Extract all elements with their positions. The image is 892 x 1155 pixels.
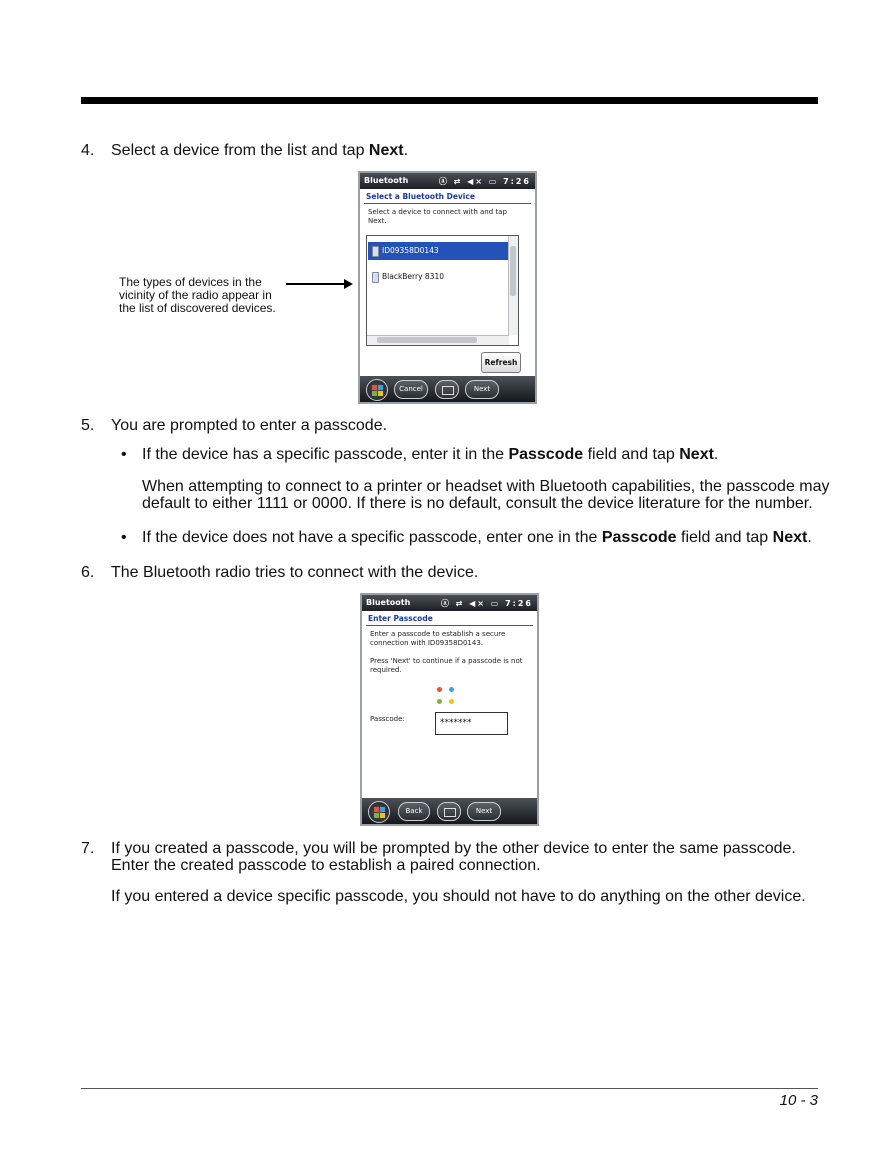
bullet-1-note-line2: default to either 1111 or 0000. If there is no default, consult the device literature for the number. bbox=[142, 495, 813, 512]
screen1-titlebar bbox=[360, 173, 535, 189]
footer-rule bbox=[81, 1088, 818, 1089]
cancel-button[interactable]: Cancel bbox=[394, 380, 428, 399]
callout-arrow bbox=[286, 283, 346, 285]
bullet-1-note-line1: When attempting to connect to a printer or headset with Bluetooth capabilities, the passcode may bbox=[142, 478, 830, 495]
step-4-text bbox=[111, 142, 408, 159]
refresh-button[interactable]: Refresh bbox=[481, 352, 521, 373]
arrow-right-icon bbox=[344, 279, 353, 289]
bullet-2-mid: field and tap bbox=[676, 529, 773, 546]
bullet-2-text bbox=[142, 529, 812, 546]
bullet-2-post: . bbox=[807, 529, 812, 546]
header-rule bbox=[81, 97, 818, 104]
step-5-text: You are prompted to enter a passcode. bbox=[111, 417, 388, 434]
page-number: 10 - 3 bbox=[779, 1092, 818, 1109]
bullet-1-pre: If the device has a specific passcode, enter it in the bbox=[142, 446, 509, 463]
step-7-note: If you entered a device specific passcode, you should not have to do anything on the other device. bbox=[111, 888, 806, 905]
scroll-thumb[interactable] bbox=[377, 337, 477, 343]
bluetooth-device-select-screenshot bbox=[358, 171, 537, 404]
phone-icon bbox=[372, 272, 379, 283]
screen1-instruction-line1: Select a device to connect with and tap bbox=[368, 208, 507, 216]
step-4-number: 4. bbox=[81, 142, 95, 159]
screen2-instr2-line2: required. bbox=[370, 666, 402, 674]
scroll-thumb[interactable] bbox=[510, 246, 516, 296]
screen2-instr1-line1: Enter a passcode to establish a secure bbox=[370, 630, 506, 638]
bullet-1-note bbox=[142, 478, 832, 512]
bullet-1-post: . bbox=[713, 446, 719, 463]
screen1-callout bbox=[119, 276, 294, 315]
screen1-instruction bbox=[368, 208, 507, 226]
screen1-heading: Select a Bluetooth Device bbox=[366, 192, 475, 201]
windows-start-icon[interactable] bbox=[366, 379, 388, 401]
bullet-2-pre: If the device does not have a specific passcode, enter one in the bbox=[142, 529, 602, 546]
bullet-1-text bbox=[142, 446, 718, 463]
device-name: BlackBerry 8310 bbox=[382, 272, 444, 281]
screen2-titlebar bbox=[362, 595, 537, 611]
screen2-status-icons: ⓐ ⇄ ◀× ▭ 7:26 bbox=[440, 599, 533, 608]
horizontal-scrollbar[interactable] bbox=[367, 335, 509, 345]
device-list[interactable] bbox=[366, 235, 519, 346]
step-7-text bbox=[111, 840, 811, 874]
screen2-instruction-2 bbox=[370, 657, 523, 675]
bullet-1-marker: • bbox=[121, 446, 127, 463]
step-7-line1: If you created a passcode, you will be prompted by the other device to enter the same passcode. bbox=[111, 840, 796, 857]
bullet-1-bold1: Passcode bbox=[508, 446, 584, 463]
screen1-app-title: Bluetooth bbox=[364, 176, 409, 185]
device-list-item[interactable] bbox=[368, 242, 512, 260]
screen1-instruction-line2: Next. bbox=[368, 217, 387, 225]
windows-start-icon[interactable] bbox=[368, 801, 390, 823]
callout-line2: vicinity of the radio appear in bbox=[119, 288, 272, 302]
vertical-scrollbar[interactable] bbox=[508, 236, 518, 335]
screen2-app-title: Bluetooth bbox=[366, 598, 411, 607]
step-6-text: The Bluetooth radio tries to connect with the device. bbox=[111, 564, 479, 581]
passcode-label: Passcode: bbox=[370, 715, 405, 723]
step-6-number: 6. bbox=[81, 564, 95, 581]
screen2-instr2-line1: Press 'Next' to continue if a passcode is not bbox=[370, 657, 523, 665]
keyboard-icon[interactable] bbox=[437, 802, 461, 821]
step-5-number: 5. bbox=[81, 417, 95, 434]
bullet-2-bold2: Next bbox=[772, 529, 808, 546]
device-name: ID09358D0143 bbox=[382, 246, 439, 255]
next-button[interactable]: Next bbox=[465, 380, 499, 399]
screen1-softkey-bar bbox=[360, 376, 535, 402]
passcode-input[interactable]: ******* bbox=[435, 712, 508, 735]
screen1-divider bbox=[364, 203, 531, 204]
step-7-line2: Enter the created passcode to establish a paired connection. bbox=[111, 857, 541, 874]
bullet-2-bold1: Passcode bbox=[601, 529, 677, 546]
screen2-softkey-bar bbox=[362, 798, 537, 824]
step-4-text-bold: Next bbox=[368, 142, 404, 159]
bullet-1-mid: field and tap bbox=[583, 446, 680, 463]
back-button[interactable]: Back bbox=[398, 802, 430, 821]
bullet-2-marker: • bbox=[121, 529, 127, 546]
screen2-divider bbox=[366, 625, 533, 626]
device-list-item[interactable] bbox=[368, 268, 512, 286]
screen2-instr1-line2: connection with ID09358D0143. bbox=[370, 639, 484, 647]
next-button[interactable]: Next bbox=[467, 802, 501, 821]
keyboard-icon[interactable] bbox=[435, 380, 459, 399]
step-4-text-pre: Select a device from the list and tap bbox=[111, 142, 369, 159]
screen1-status-icons: ⓐ ⇄ ◀× ▭ 7:26 bbox=[438, 177, 531, 186]
step-4-text-post: . bbox=[403, 142, 409, 159]
step-7-number: 7. bbox=[81, 840, 95, 857]
screen2-heading: Enter Passcode bbox=[368, 614, 433, 623]
screen2-instruction-1 bbox=[370, 630, 505, 648]
callout-line1: The types of devices in the bbox=[119, 275, 262, 289]
callout-line3: the list of discovered devices. bbox=[119, 301, 276, 315]
bullet-1-bold2: Next bbox=[679, 446, 714, 463]
phone-icon bbox=[372, 246, 379, 257]
bluetooth-passcode-screenshot bbox=[360, 593, 539, 826]
